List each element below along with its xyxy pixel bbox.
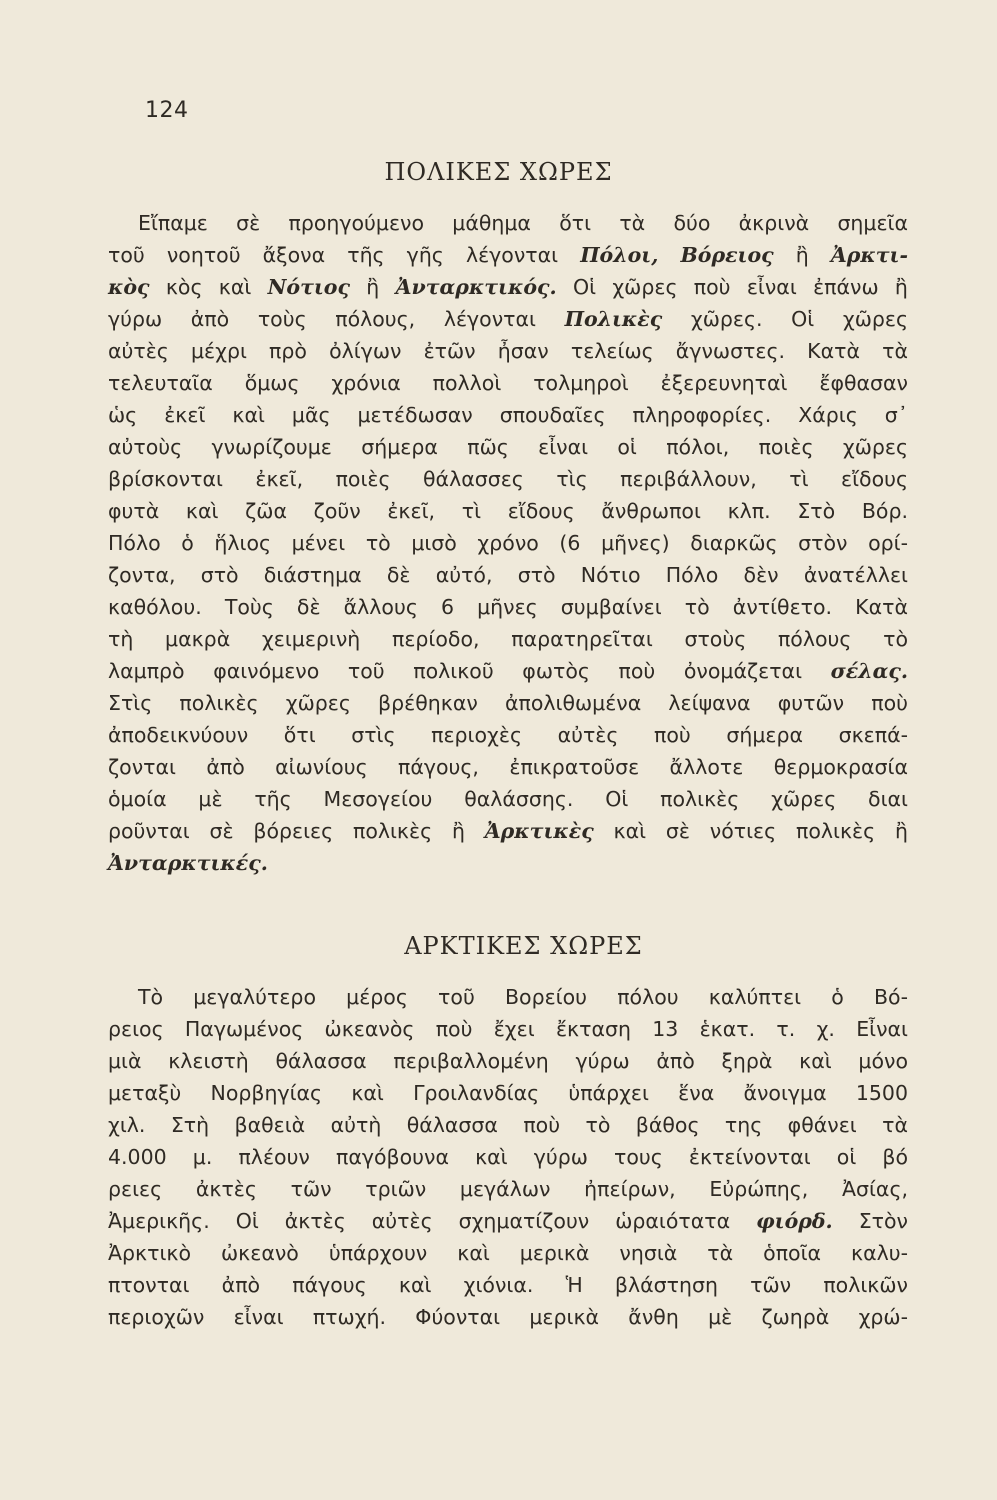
section-title-polar: ΠΟΛΙΚΕΣ ΧΩΡΕΣ: [384, 158, 613, 186]
section-title-arctic: ΑΡΚΤΙΚΕΣ ΧΩΡΕΣ: [404, 932, 643, 960]
text-line: τὴ μακρὰ χειμερινὴ περίοδο, παρατηρεῖται στοὺς πόλους τὸ: [108, 627, 908, 651]
text-line: ὁμοία μὲ τῆς Μεσογείου θαλάσσης. Οἱ πολικὲς χῶρες διαι: [108, 787, 908, 811]
text-line: ρειες ἀκτὲς τῶν τριῶν μεγάλων ἠπείρων, Εὐρώπης, Ἀσίας,: [108, 1177, 908, 1201]
text-line: πτονται ἀπὸ πάγους καὶ χιόνια. Ἡ βλάστηση τῶν πολικῶν: [108, 1273, 908, 1297]
text-line: ἀποδεικνύουν ὅτι στὶς περιοχὲς αὐτὲς ποὺ σήμερα σκεπά-: [108, 723, 908, 747]
text-line: ρειος Παγωμένος ὠκεανὸς ποὺ ἔχει ἔκταση 13 ἑκατ. τ. χ. Εἶναι: [108, 1017, 908, 1041]
text-line: γύρω ἀπὸ τοὺς πόλους, λέγονται Πολικὲς χῶρες. Οἱ χῶρες: [108, 307, 908, 331]
text-line: βρίσκονται ἐκεῖ, ποιὲς θάλασσες τὶς περιβάλλουν, τὶ εἴδους: [108, 467, 908, 491]
text-line: λαμπρὸ φαινόμενο τοῦ πολικοῦ φωτὸς ποὺ ὀνομάζεται σέλας.: [108, 659, 908, 683]
text-line: κὸς κὸς καὶ Νότιος ἢ Ἀνταρκτικός. Οἱ χῶρες ποὺ εἶναι ἐπάνω ἢ: [108, 275, 908, 299]
text-line: Στὶς πολικὲς χῶρες βρέθηκαν ἀπολιθωμένα λείψανα φυτῶν ποὺ: [108, 691, 908, 715]
text-line: τοῦ νοητοῦ ἄξονα τῆς γῆς λέγονται Πόλοι, Βόρειος ἢ Ἀρκτι-: [108, 243, 908, 267]
text-line: Ἀμερικῆς. Οἱ ἀκτὲς αὐτὲς σχηματίζουν ὡραιότατα φιόρδ. Στὸν: [108, 1209, 908, 1233]
text-line: Εἴπαμε σὲ προηγούμενο μάθημα ὅτι τὰ δύο ἀκρινὰ σημεῖα: [138, 211, 908, 235]
text-line: ροῦνται σὲ βόρειες πολικὲς ἢ Ἀρκτικὲς καὶ σὲ νότιες πολικὲς ἢ: [108, 819, 908, 843]
text-line: ζονται ἀπὸ αἰωνίους πάγους, ἐπικρατοῦσε ἄλλοτε θερμοκρασία: [108, 755, 908, 779]
text-line: ζοντα, στὸ διάστημα δὲ αὐτό, στὸ Νότιο Πόλο δὲν ἀνατέλλει: [108, 563, 908, 587]
text-line: Πόλο ὁ ἥλιος μένει τὸ μισὸ χρόνο (6 μῆνες) διαρκῶς στὸν ορί-: [108, 531, 908, 555]
text-line: φυτὰ καὶ ζῶα ζοῦν ἐκεῖ, τὶ εἴδους ἄνθρωποι κλπ. Στὸ Βόρ.: [108, 499, 908, 523]
text-line: Ἀνταρκτικές.: [108, 851, 268, 875]
text-line: χιλ. Στὴ βαθειὰ αὐτὴ θάλασσα ποὺ τὸ βάθος της φθάνει τὰ: [108, 1113, 908, 1137]
text-line: περιοχῶν εἶναι πτωχή. Φύονται μερικὰ ἄνθη μὲ ζωηρὰ χρώ-: [108, 1305, 908, 1329]
text-line: Τὸ μεγαλύτερο μέρος τοῦ Βορείου πόλου καλύπτει ὁ Βό-: [138, 985, 908, 1009]
text-line: αὐτὲς μέχρι πρὸ ὀλίγων ἐτῶν ἦσαν τελείως ἄγνωστες. Κατὰ τὰ: [108, 339, 908, 363]
text-line: 4.000 μ. πλέουν παγόβουνα καὶ γύρω τους ἐκτείνονται οἱ βό: [108, 1145, 908, 1169]
section-body-polar: [108, 207, 908, 879]
text-line: μεταξὺ Νορβηγίας καὶ Γροιλανδίας ὑπάρχει ἕνα ἄνοιγμα 1500: [108, 1081, 908, 1105]
text-line: μιὰ κλειστὴ θάλασσα περιβαλλομένη γύρω ἀπὸ ξηρὰ καὶ μόνο: [108, 1049, 908, 1073]
text-line: τελευταῖα ὅμως χρόνια πολλοὶ τολμηροὶ ἐξερευνηταὶ ἔφθασαν: [108, 371, 908, 395]
text-line: Ἀρκτικὸ ὠκεανὸ ὑπάρχουν καὶ μερικὰ νησιὰ τὰ ὁποῖα καλυ-: [108, 1241, 908, 1265]
section-body-arctic: [108, 981, 908, 1333]
text-line: αὐτοὺς γνωρίζουμε σήμερα πῶς εἶναι οἱ πόλοι, ποιὲς χῶρες: [108, 435, 908, 459]
page-number: 124: [145, 98, 189, 123]
text-line: ὡς ἐκεῖ καὶ μᾶς μετέδωσαν σπουδαῖες πληροφορίες. Χάρις σ᾽: [108, 403, 908, 427]
text-line: καθόλου. Τοὺς δὲ ἄλλους 6 μῆνες συμβαίνει τὸ ἀντίθετο. Κατὰ: [108, 595, 908, 619]
